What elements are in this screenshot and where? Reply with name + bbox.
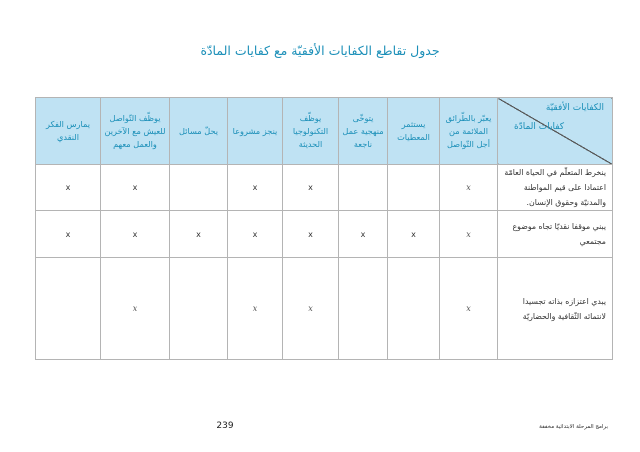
column-header: يستثمر المعطيات <box>388 98 440 165</box>
column-header: ينجز مشروعا <box>228 98 283 165</box>
mark-cell: x <box>440 165 498 211</box>
mark-cell: x <box>283 165 339 211</box>
mark-cell: x <box>36 211 101 258</box>
mark-cell <box>36 258 101 360</box>
column-header: يوظّف التكنولوجيا الحديثة <box>283 98 339 165</box>
page-number: 239 <box>216 421 234 431</box>
mark-cell <box>339 165 388 211</box>
mark-cell <box>339 258 388 360</box>
competency-cell: يبني موقفا نقديّا تجاه موضوع مجتمعي <box>498 211 613 258</box>
header-row <box>36 98 613 165</box>
mark-cell: x <box>440 258 498 360</box>
competency-matrix-table <box>35 97 613 360</box>
table-row <box>36 258 613 360</box>
mark-cell <box>170 165 228 211</box>
page-title: جدول تقاطع الكفايات الأفقيّة مع كفايات المادّة <box>200 43 440 58</box>
mark-cell: x <box>170 211 228 258</box>
mark-cell: x <box>228 165 283 211</box>
corner-top-label: الكفايات الأفقيّة <box>545 103 604 113</box>
mark-cell: x <box>283 211 339 258</box>
column-header: يوظّف التّواصل للعيش مع الآخرين والعمل معهم <box>101 98 170 165</box>
competency-cell: ينخرط المتعلّم في الحياة العامّة اعتمادا على قيم المواطنة والمدنيّة وحقوق الإنسان. <box>498 165 613 211</box>
mark-cell: x <box>228 258 283 360</box>
table-row <box>36 211 613 258</box>
corner-bottom-label: كفايات المادّة <box>514 122 565 132</box>
mark-cell <box>388 258 440 360</box>
mark-cell: x <box>228 211 283 258</box>
mark-cell: x <box>339 211 388 258</box>
footer-note: برامج المرحلة الابتدائية مخففة <box>539 424 608 430</box>
mark-cell: x <box>101 211 170 258</box>
mark-cell: x <box>101 258 170 360</box>
column-header: يحلّ مسائل <box>170 98 228 165</box>
column-header: يعبّر بالطّرائق الملائمة من أجل التّواصل <box>440 98 498 165</box>
mark-cell <box>388 165 440 211</box>
table-row <box>36 165 613 211</box>
competency-cell: يبدي اعتزازه بذاته تجسيدا لانتمائه الثّقافية والحضاريّة <box>498 258 613 360</box>
mark-cell: x <box>440 211 498 258</box>
mark-cell: x <box>36 165 101 211</box>
column-header: يتوخّى منهجية عمل ناجعة <box>339 98 388 165</box>
column-header: يمارس الفكر النقدي <box>36 98 101 165</box>
corner-header-cell <box>498 98 613 165</box>
mark-cell: x <box>101 165 170 211</box>
mark-cell <box>170 258 228 360</box>
mark-cell: x <box>283 258 339 360</box>
mark-cell: x <box>388 211 440 258</box>
